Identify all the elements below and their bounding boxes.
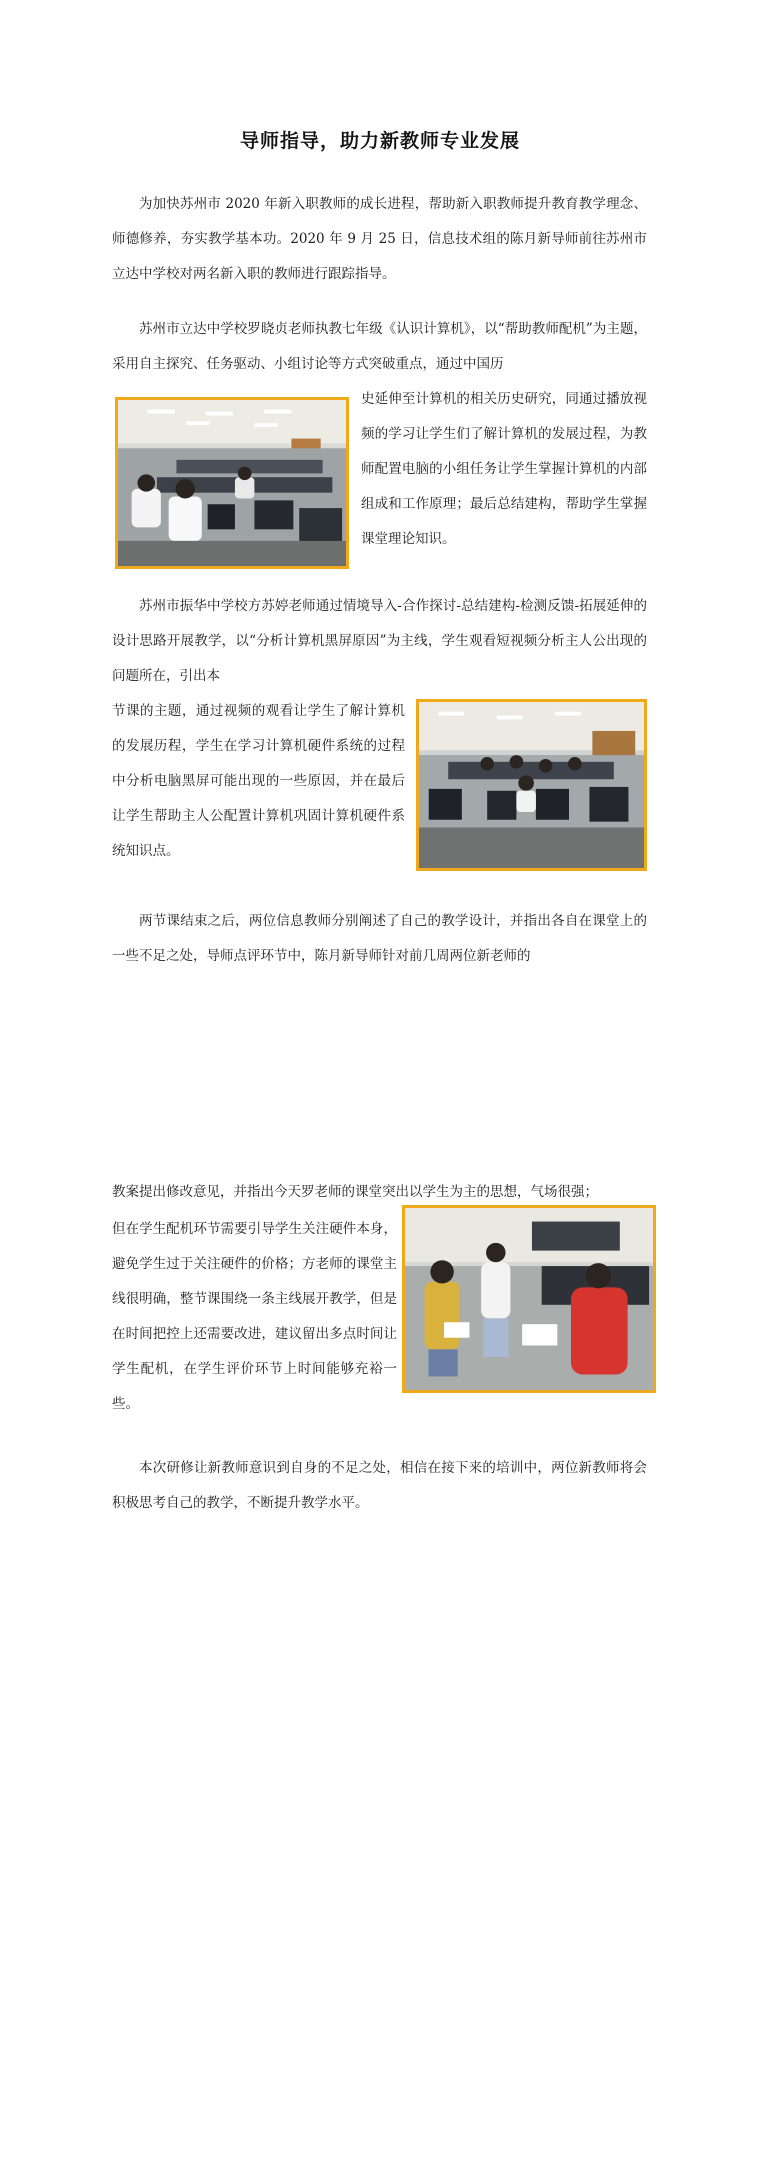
paragraph-lesson2-top: 苏州市振华中学校方苏婷老师通过情境导入-合作探讨-总结建构-检测反馈-拓展延伸的设计思路开展教学，以“分析计算机黑屏原因”为主线，学生观看短视频分析主人公出现的问题所在，引出本 [112, 598, 647, 684]
page-title: 导师指导，助力新教师专业发展 [239, 130, 520, 152]
paragraph-lesson1-wrap: 史延伸至计算机的相关历史研究，同通过播放视频的学习让学生们了解计算机的发展过程，为教师配置电脑的小组任务让学生掌握计算机的内部组成和工作原理；最后总结建构，帮助学生掌握课堂理论知识。 [361, 391, 647, 547]
classroom-photo-2 [416, 699, 647, 871]
classroom-photo-1 [115, 397, 349, 569]
paragraph-review-continue: 教案提出修改意见，并指出今天罗老师的课堂突出以学生为主的思想，气场很强； [112, 1184, 598, 1200]
paragraph-lesson1-top: 苏州市立达中学校罗晓贞老师执教七年级《认识计算机》，以“帮助教师配机”为主题，采用自主探究、任务驱动、小组讨论等方式突破重点，通过中国历 [112, 321, 647, 372]
paragraph-review-top: 两节课结束之后，两位信息教师分别阐述了自己的教学设计，并指出各自在课堂上的一些不足之处，导师点评环节中，陈月新导师针对前几周两位新老师的 [112, 913, 647, 964]
paragraph-intro: 为加快苏州市 2020 年新入职教师的成长进程，帮助新入职教师提升教育教学理念、师德修养，夯实教学基本功。2020 年 9 月 25 日，信息技术组的陈月新导师前往苏州市立达中学校对两名新入职的教师进行跟踪指导。 [112, 196, 647, 282]
paragraph-review-wrap: 但在学生配机环节需要引导学生关注硬件本身，避免学生过于关注硬件的价格；方老师的课堂主线很明确，整节课围绕一条主线展开教学，但是在时间把控上还需要改进，建议留出多点时间让学生配机，在学生评价环节上时间能够充裕一些。 [112, 1221, 397, 1412]
mentor-meeting-photo [402, 1205, 656, 1393]
paragraph-lesson2-wrap: 节课的主题，通过视频的观看让学生了解计算机的发展历程，学生在学习计算机硬件系统的过程中分析电脑黑屏可能出现的一些原因，并在最后让学生帮助主人公配置计算机巩固计算机硬件系统知识点。 [112, 703, 405, 859]
paragraph-summary: 本次研修让新教师意识到自身的不足之处，相信在接下来的培训中，两位新教师将会积极思考自己的教学，不断提升教学水平。 [112, 1460, 647, 1511]
